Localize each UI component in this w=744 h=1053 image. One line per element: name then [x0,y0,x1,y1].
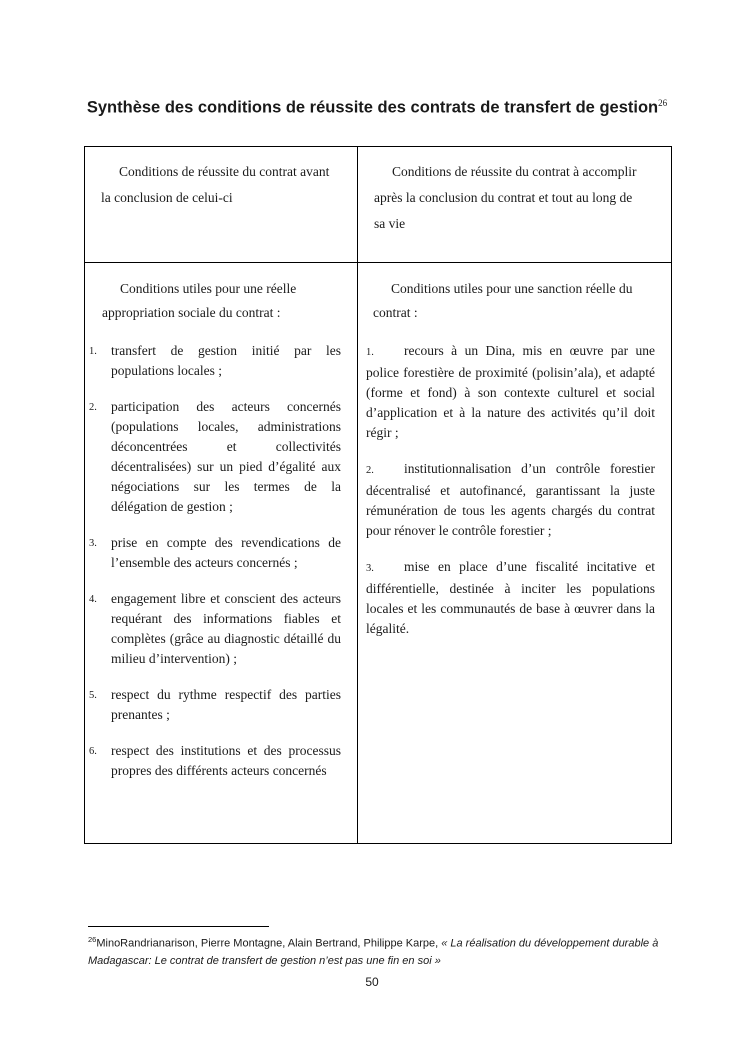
body-cell-before [85,263,358,844]
header-cell-before [85,147,358,263]
item-number: 2. [366,465,374,476]
footnote-number: 26 [88,935,97,944]
item-number: 6. [89,746,97,757]
right-intro: Conditions utiles pour une sanction réelle du contrat : [373,281,633,320]
conditions-table [84,146,672,844]
list-item [89,685,341,725]
table-body-row [85,263,672,844]
list-item [366,341,655,443]
item-number: 2. [89,402,97,413]
item-text: transfert de gestion initié par les populations locales ; [111,343,341,378]
footnote [88,931,668,970]
header-before-line2: la conclusion de celui-ci [101,190,233,205]
header-after-line2: après la conclusion du contrat et tout au long de [374,190,633,205]
title-text: Synthèse des conditions de réussite des contrats de transfert de gestion [86,98,659,117]
body-cell-after [358,263,672,844]
item-text: participation des acteurs concernés (populations locales, administrations déconcentrées et collectivités décentralisées) sur un pied d’égalité aux négociations sur les termes de la délégation de gestion ; [111,399,341,514]
list-item [89,341,341,381]
item-text: recours à un Dina, mis en œuvre par une police forestière de proximité (polisin’ala), et adapté (forme et fond) à son contexte culturel et social d’application et à la nature des activités qu’il doit régir ; [366,343,655,440]
header-after-line3: sa vie [374,216,406,231]
header-after-line1: Conditions de réussite du contrat à accomplir [392,164,637,179]
table-header-row [85,147,672,263]
footnote-authors: MinoRandrianarison, Pierre Montagne, Alain Bertrand, Philippe Karpe, [96,937,442,950]
list-item [89,397,341,517]
left-intro: Conditions utiles pour une réelle appropriation sociale du contrat : [102,281,297,320]
item-number: 1. [89,346,97,357]
right-conditions-list [366,341,655,639]
footnote-separator [88,926,269,927]
item-number: 3. [89,538,97,549]
header-cell-after [358,147,672,263]
item-number: 1. [366,347,374,358]
item-text: institutionnalisation d’un contrôle forestier décentralisé et autofinancé, garantissant la juste rémunération de tous les agents chargés du contrat pour rénover le contrôle forestier ; [366,461,655,538]
list-item [89,589,341,669]
item-number: 4. [89,594,97,605]
item-text: engagement libre et conscient des acteurs requérant des informations fiables et complètes (grâce au diagnostic détaillé du milieu d’intervention) ; [111,591,341,666]
item-text: mise en place d’une fiscalité incitative et différentielle, destinée à inciter les populations locales et les communautés de base à œuvrer dans la légalité. [366,559,655,636]
document-title [84,90,670,121]
list-item [366,557,655,639]
header-before-line1: Conditions de réussite du contrat avant [119,164,330,179]
list-item [89,533,341,573]
item-text: respect du rythme respectif des parties prenantes ; [111,687,341,722]
list-item [366,459,655,541]
item-number: 5. [89,690,97,701]
item-number: 3. [366,563,374,574]
title-footnote-ref[interactable]: 26 [658,98,668,108]
item-text: prise en compte des revendications de l’ensemble des acteurs concernés ; [111,535,341,570]
item-text: respect des institutions et des processus propres des différents acteurs concernés [111,743,341,778]
list-item [89,741,341,781]
left-conditions-list [89,341,341,781]
footnote-work-title: « La réalisation du développement durable à Madagascar: Le contrat de transfert de gestion n’est pas une fin en soi » [88,937,659,967]
page-number: 50 [365,975,379,989]
